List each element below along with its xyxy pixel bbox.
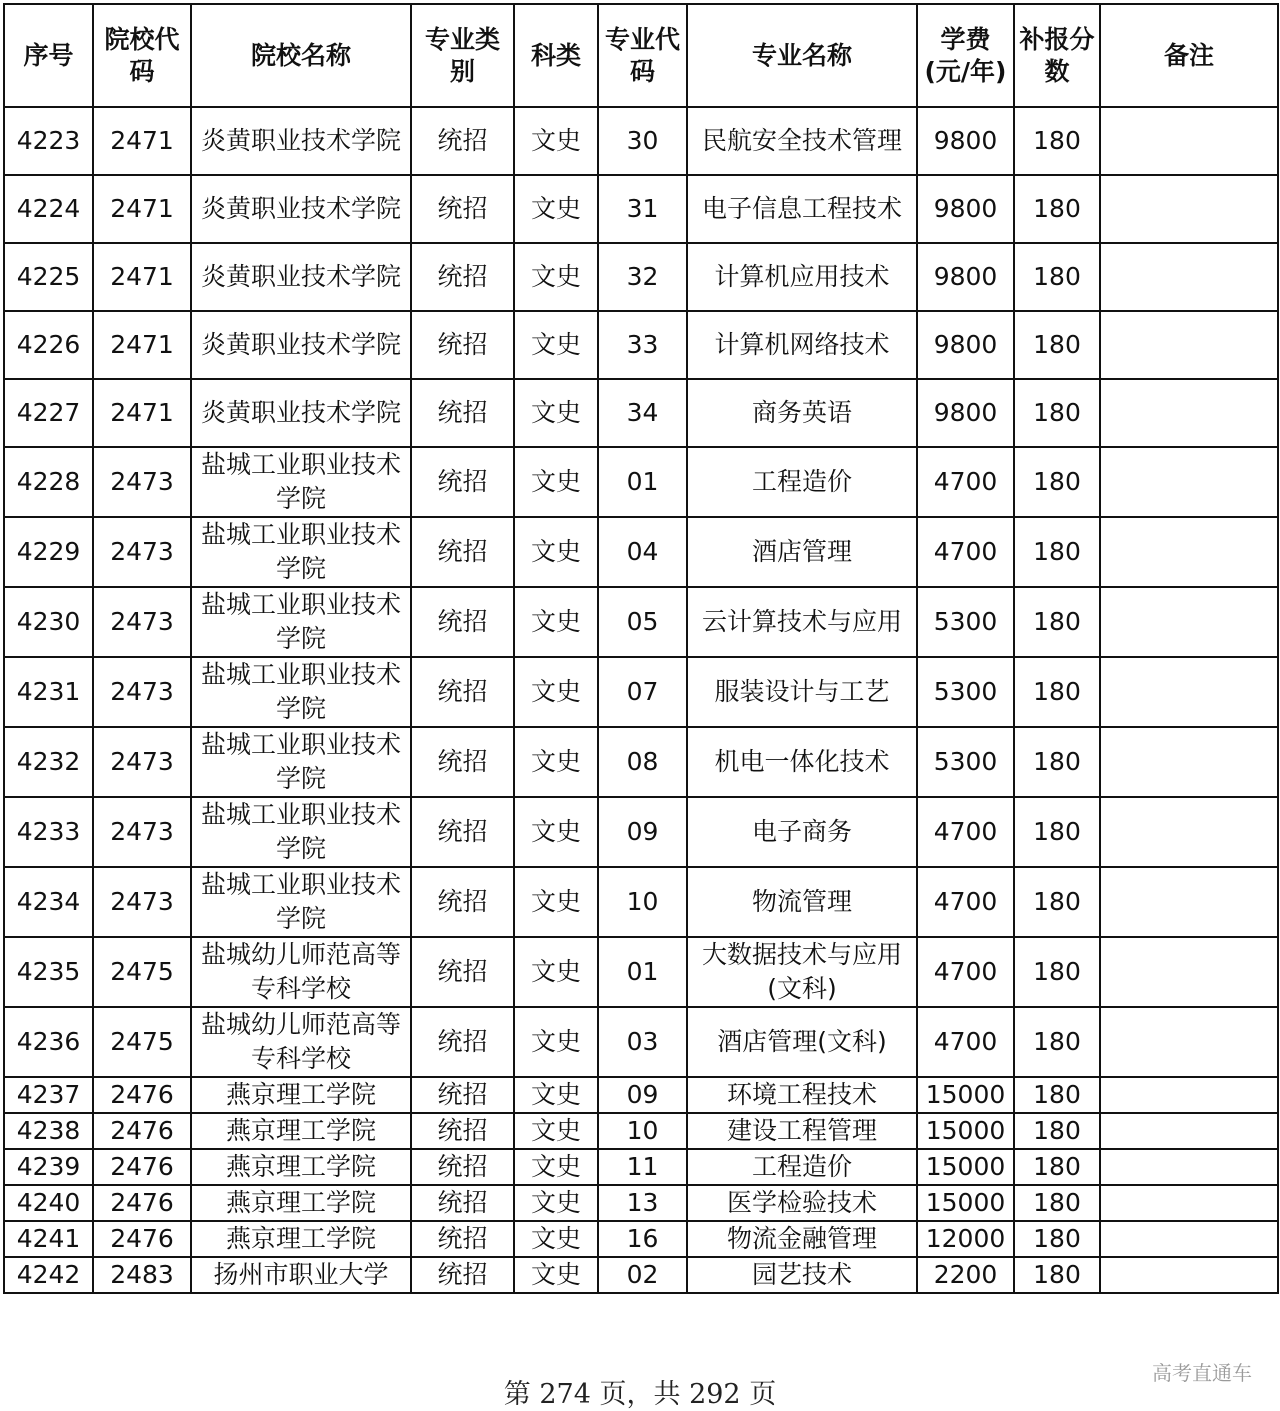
table-row (4, 1185, 1278, 1221)
cell-school-name: 炎黄职业技术学院 (191, 379, 411, 447)
cell-school-name: 盐城工业职业技术学院 (191, 517, 411, 587)
cell-remarks (1100, 1185, 1278, 1221)
cell-remarks (1100, 447, 1278, 517)
cell-tuition: 5300 (917, 657, 1014, 727)
cell-subject-type: 文史 (514, 1221, 598, 1257)
header-cell-major-code: 专业代码 (598, 4, 687, 107)
cell-school-code: 2471 (93, 311, 191, 379)
cell-school-code: 2473 (93, 587, 191, 657)
admissions-table (3, 3, 1279, 1294)
cell-supplement-score: 180 (1014, 1221, 1100, 1257)
cell-school-code: 2471 (93, 379, 191, 447)
cell-major-name: 园艺技术 (687, 1257, 917, 1293)
cell-major-category: 统招 (411, 175, 514, 243)
cell-major-code: 03 (598, 1007, 687, 1077)
cell-major-name: 大数据技术与应用(文科) (687, 937, 917, 1007)
cell-major-code: 09 (598, 1077, 687, 1113)
table-row (4, 175, 1278, 243)
cell-tuition: 5300 (917, 587, 1014, 657)
table-body (4, 107, 1278, 1293)
cell-subject-type: 文史 (514, 797, 598, 867)
cell-subject-type: 文史 (514, 1149, 598, 1185)
cell-major-code: 01 (598, 937, 687, 1007)
cell-major-category: 统招 (411, 1185, 514, 1221)
cell-tuition: 4700 (917, 937, 1014, 1007)
cell-school-name: 炎黄职业技术学院 (191, 175, 411, 243)
table-header-row (4, 4, 1278, 107)
cell-seq: 4234 (4, 867, 93, 937)
cell-subject-type: 文史 (514, 107, 598, 175)
table-row (4, 243, 1278, 311)
cell-seq: 4229 (4, 517, 93, 587)
cell-school-name: 燕京理工学院 (191, 1185, 411, 1221)
cell-subject-type: 文史 (514, 587, 598, 657)
cell-seq: 4242 (4, 1257, 93, 1293)
table-row (4, 797, 1278, 867)
cell-seq: 4230 (4, 587, 93, 657)
cell-tuition: 9800 (917, 243, 1014, 311)
cell-remarks (1100, 657, 1278, 727)
cell-supplement-score: 180 (1014, 657, 1100, 727)
cell-subject-type: 文史 (514, 1185, 598, 1221)
cell-subject-type: 文史 (514, 517, 598, 587)
cell-subject-type: 文史 (514, 379, 598, 447)
cell-supplement-score: 180 (1014, 175, 1100, 243)
cell-school-name: 燕京理工学院 (191, 1221, 411, 1257)
cell-remarks (1100, 587, 1278, 657)
cell-supplement-score: 180 (1014, 1149, 1100, 1185)
cell-major-category: 统招 (411, 1077, 514, 1113)
table-row (4, 311, 1278, 379)
table-row (4, 657, 1278, 727)
cell-supplement-score: 180 (1014, 447, 1100, 517)
cell-school-code: 2473 (93, 867, 191, 937)
cell-school-name: 燕京理工学院 (191, 1077, 411, 1113)
cell-major-category: 统招 (411, 1149, 514, 1185)
cell-major-name: 电子信息工程技术 (687, 175, 917, 243)
cell-seq: 4232 (4, 727, 93, 797)
table-row (4, 107, 1278, 175)
cell-major-name: 云计算技术与应用 (687, 587, 917, 657)
cell-seq: 4225 (4, 243, 93, 311)
cell-subject-type: 文史 (514, 727, 598, 797)
cell-major-category: 统招 (411, 517, 514, 587)
cell-supplement-score: 180 (1014, 107, 1100, 175)
cell-seq: 4237 (4, 1077, 93, 1113)
cell-supplement-score: 180 (1014, 1077, 1100, 1113)
cell-major-name: 物流金融管理 (687, 1221, 917, 1257)
header-cell-seq: 序号 (4, 4, 93, 107)
cell-seq: 4223 (4, 107, 93, 175)
table-row (4, 727, 1278, 797)
table-row (4, 1007, 1278, 1077)
cell-school-code: 2473 (93, 797, 191, 867)
cell-school-code: 2471 (93, 243, 191, 311)
cell-tuition: 4700 (917, 1007, 1014, 1077)
cell-major-category: 统招 (411, 867, 514, 937)
cell-school-name: 炎黄职业技术学院 (191, 243, 411, 311)
cell-tuition: 15000 (917, 1077, 1014, 1113)
cell-subject-type: 文史 (514, 1257, 598, 1293)
cell-major-name: 环境工程技术 (687, 1077, 917, 1113)
cell-school-code: 2476 (93, 1077, 191, 1113)
cell-supplement-score: 180 (1014, 517, 1100, 587)
cell-tuition: 4700 (917, 447, 1014, 517)
table-row (4, 1149, 1278, 1185)
header-cell-school-code: 院校代码 (93, 4, 191, 107)
table-row (4, 937, 1278, 1007)
cell-subject-type: 文史 (514, 867, 598, 937)
cell-subject-type: 文史 (514, 937, 598, 1007)
cell-subject-type: 文史 (514, 447, 598, 517)
cell-school-code: 2471 (93, 107, 191, 175)
cell-major-code: 08 (598, 727, 687, 797)
cell-seq: 4227 (4, 379, 93, 447)
cell-remarks (1100, 243, 1278, 311)
cell-subject-type: 文史 (514, 311, 598, 379)
cell-remarks (1100, 517, 1278, 587)
cell-school-name: 盐城幼儿师范高等专科学校 (191, 1007, 411, 1077)
cell-major-category: 统招 (411, 1221, 514, 1257)
cell-school-code: 2473 (93, 657, 191, 727)
cell-remarks (1100, 1007, 1278, 1077)
cell-remarks (1100, 1221, 1278, 1257)
cell-major-code: 10 (598, 1113, 687, 1149)
cell-school-code: 2475 (93, 937, 191, 1007)
cell-school-code: 2473 (93, 447, 191, 517)
cell-major-name: 民航安全技术管理 (687, 107, 917, 175)
page-number: 第 274 页，共 292 页 (503, 1379, 777, 1410)
cell-major-name: 酒店管理 (687, 517, 917, 587)
cell-school-name: 盐城工业职业技术学院 (191, 657, 411, 727)
cell-seq: 4240 (4, 1185, 93, 1221)
cell-major-name: 商务英语 (687, 379, 917, 447)
cell-major-name: 机电一体化技术 (687, 727, 917, 797)
cell-major-name: 建设工程管理 (687, 1113, 917, 1149)
cell-subject-type: 文史 (514, 657, 598, 727)
cell-school-code: 2476 (93, 1149, 191, 1185)
cell-tuition: 9800 (917, 311, 1014, 379)
watermark-text: 高考直通车 (1152, 1361, 1252, 1385)
cell-major-name: 计算机网络技术 (687, 311, 917, 379)
cell-tuition: 2200 (917, 1257, 1014, 1293)
cell-remarks (1100, 937, 1278, 1007)
cell-tuition: 4700 (917, 517, 1014, 587)
cell-seq: 4228 (4, 447, 93, 517)
cell-major-code: 02 (598, 1257, 687, 1293)
table-row (4, 867, 1278, 937)
cell-remarks (1100, 1077, 1278, 1113)
cell-supplement-score: 180 (1014, 727, 1100, 797)
cell-major-code: 31 (598, 175, 687, 243)
cell-supplement-score: 180 (1014, 243, 1100, 311)
cell-major-category: 统招 (411, 657, 514, 727)
header-cell-subject-type: 科类 (514, 4, 598, 107)
table-row (4, 1113, 1278, 1149)
cell-seq: 4226 (4, 311, 93, 379)
cell-school-name: 盐城工业职业技术学院 (191, 447, 411, 517)
cell-major-name: 酒店管理(文科) (687, 1007, 917, 1077)
header-cell-major-name: 专业名称 (687, 4, 917, 107)
cell-remarks (1100, 1149, 1278, 1185)
cell-school-name: 盐城工业职业技术学院 (191, 727, 411, 797)
cell-subject-type: 文史 (514, 243, 598, 311)
cell-school-name: 盐城工业职业技术学院 (191, 867, 411, 937)
cell-tuition: 15000 (917, 1113, 1014, 1149)
cell-supplement-score: 180 (1014, 587, 1100, 657)
cell-major-category: 统招 (411, 1257, 514, 1293)
cell-major-name: 计算机应用技术 (687, 243, 917, 311)
cell-major-code: 13 (598, 1185, 687, 1221)
cell-subject-type: 文史 (514, 175, 598, 243)
cell-major-name: 医学检验技术 (687, 1185, 917, 1221)
cell-tuition: 9800 (917, 175, 1014, 243)
cell-major-code: 07 (598, 657, 687, 727)
cell-school-name: 盐城工业职业技术学院 (191, 797, 411, 867)
cell-major-category: 统招 (411, 797, 514, 867)
cell-supplement-score: 180 (1014, 1185, 1100, 1221)
cell-school-code: 2476 (93, 1221, 191, 1257)
cell-remarks (1100, 311, 1278, 379)
table-row (4, 1257, 1278, 1293)
cell-school-code: 2483 (93, 1257, 191, 1293)
cell-tuition: 15000 (917, 1149, 1014, 1185)
cell-school-name: 炎黄职业技术学院 (191, 311, 411, 379)
cell-major-name: 电子商务 (687, 797, 917, 867)
table-row (4, 379, 1278, 447)
cell-subject-type: 文史 (514, 1007, 598, 1077)
cell-supplement-score: 180 (1014, 311, 1100, 379)
cell-major-code: 01 (598, 447, 687, 517)
table-row (4, 447, 1278, 517)
cell-tuition: 15000 (917, 1185, 1014, 1221)
cell-school-name: 炎黄职业技术学院 (191, 107, 411, 175)
cell-remarks (1100, 867, 1278, 937)
cell-tuition: 9800 (917, 379, 1014, 447)
cell-major-category: 统招 (411, 379, 514, 447)
cell-major-code: 10 (598, 867, 687, 937)
cell-school-code: 2471 (93, 175, 191, 243)
cell-remarks (1100, 1257, 1278, 1293)
cell-school-code: 2476 (93, 1185, 191, 1221)
cell-tuition: 9800 (917, 107, 1014, 175)
table-row (4, 517, 1278, 587)
cell-supplement-score: 180 (1014, 797, 1100, 867)
cell-major-name: 工程造价 (687, 447, 917, 517)
cell-remarks (1100, 175, 1278, 243)
cell-seq: 4233 (4, 797, 93, 867)
cell-school-code: 2473 (93, 727, 191, 797)
cell-major-category: 统招 (411, 1007, 514, 1077)
cell-remarks (1100, 797, 1278, 867)
header-cell-major-category: 专业类别 (411, 4, 514, 107)
cell-tuition: 4700 (917, 867, 1014, 937)
header-cell-tuition: 学费(元/年) (917, 4, 1014, 107)
cell-school-name: 盐城幼儿师范高等专科学校 (191, 937, 411, 1007)
cell-seq: 4241 (4, 1221, 93, 1257)
cell-tuition: 12000 (917, 1221, 1014, 1257)
cell-school-code: 2473 (93, 517, 191, 587)
cell-school-name: 燕京理工学院 (191, 1149, 411, 1185)
cell-major-code: 16 (598, 1221, 687, 1257)
table-row (4, 587, 1278, 657)
cell-major-name: 服装设计与工艺 (687, 657, 917, 727)
cell-remarks (1100, 107, 1278, 175)
cell-remarks (1100, 727, 1278, 797)
cell-major-code: 09 (598, 797, 687, 867)
cell-supplement-score: 180 (1014, 937, 1100, 1007)
table-row (4, 1077, 1278, 1113)
cell-major-code: 33 (598, 311, 687, 379)
cell-seq: 4236 (4, 1007, 93, 1077)
cell-school-name: 扬州市职业大学 (191, 1257, 411, 1293)
cell-seq: 4224 (4, 175, 93, 243)
cell-major-code: 05 (598, 587, 687, 657)
cell-supplement-score: 180 (1014, 1007, 1100, 1077)
cell-major-category: 统招 (411, 311, 514, 379)
cell-seq: 4238 (4, 1113, 93, 1149)
cell-supplement-score: 180 (1014, 379, 1100, 447)
cell-supplement-score: 180 (1014, 867, 1100, 937)
cell-major-code: 32 (598, 243, 687, 311)
cell-major-category: 统招 (411, 107, 514, 175)
cell-major-category: 统招 (411, 243, 514, 311)
table-row (4, 1221, 1278, 1257)
cell-seq: 4235 (4, 937, 93, 1007)
cell-subject-type: 文史 (514, 1077, 598, 1113)
cell-remarks (1100, 379, 1278, 447)
cell-major-name: 物流管理 (687, 867, 917, 937)
header-cell-supplement-score: 补报分数 (1014, 4, 1100, 107)
cell-major-name: 工程造价 (687, 1149, 917, 1185)
cell-supplement-score: 180 (1014, 1113, 1100, 1149)
cell-major-category: 统招 (411, 727, 514, 797)
cell-tuition: 4700 (917, 797, 1014, 867)
cell-major-code: 30 (598, 107, 687, 175)
header-cell-remarks: 备注 (1100, 4, 1278, 107)
cell-seq: 4239 (4, 1149, 93, 1185)
cell-seq: 4231 (4, 657, 93, 727)
cell-remarks (1100, 1113, 1278, 1149)
cell-major-category: 统招 (411, 1113, 514, 1149)
cell-major-category: 统招 (411, 447, 514, 517)
cell-school-name: 燕京理工学院 (191, 1113, 411, 1149)
cell-major-category: 统招 (411, 937, 514, 1007)
cell-major-code: 04 (598, 517, 687, 587)
cell-school-code: 2476 (93, 1113, 191, 1149)
cell-school-name: 盐城工业职业技术学院 (191, 587, 411, 657)
cell-major-code: 11 (598, 1149, 687, 1185)
cell-major-category: 统招 (411, 587, 514, 657)
cell-school-code: 2475 (93, 1007, 191, 1077)
cell-major-code: 34 (598, 379, 687, 447)
cell-supplement-score: 180 (1014, 1257, 1100, 1293)
cell-tuition: 5300 (917, 727, 1014, 797)
header-cell-school-name: 院校名称 (191, 4, 411, 107)
cell-subject-type: 文史 (514, 1113, 598, 1149)
